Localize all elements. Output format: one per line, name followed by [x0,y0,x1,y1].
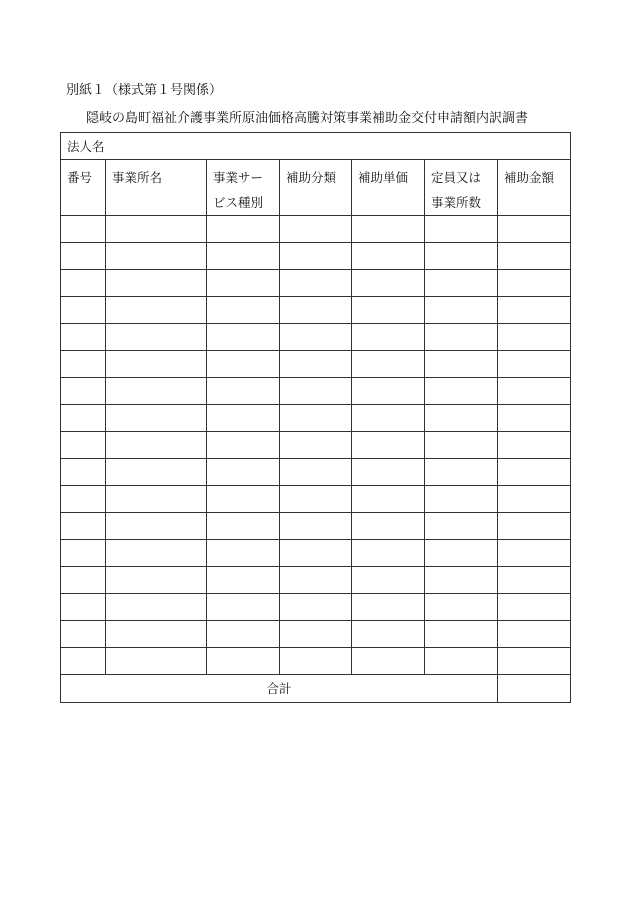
corporation-row [61,133,571,160]
number-cell [61,351,106,378]
unit-price-cell [352,567,425,594]
table-row [61,540,571,567]
service-type-cell [207,216,280,243]
unit-price-cell [352,351,425,378]
table-row [61,513,571,540]
office-name-cell [106,648,207,675]
subsidy-category-cell [280,648,352,675]
subsidy-amount-cell [498,405,571,432]
service-type-cell [207,297,280,324]
table-row [61,432,571,459]
unit-price-cell [352,324,425,351]
service-type-cell [207,594,280,621]
table-row [61,324,571,351]
number-cell [61,324,106,351]
table-row [61,297,571,324]
service-type-cell [207,378,280,405]
service-type-cell [207,351,280,378]
capacity-cell [425,594,498,621]
subsidy-category-cell [280,486,352,513]
number-cell [61,648,106,675]
subsidy-amount-cell [498,243,571,270]
subsidy-amount-cell [498,324,571,351]
service-type-cell [207,270,280,297]
header-service-type: 事業サー ビス種別 [207,160,280,216]
subsidy-amount-cell [498,270,571,297]
capacity-cell [425,405,498,432]
header-subsidy-amount: 補助金額 [498,160,571,216]
capacity-cell [425,513,498,540]
unit-price-cell [352,216,425,243]
application-breakdown-table [60,132,571,703]
office-name-cell [106,270,207,297]
number-cell [61,405,106,432]
number-cell [61,378,106,405]
table-row [61,621,571,648]
header-subsidy-category: 補助分類 [280,160,352,216]
office-name-cell [106,540,207,567]
header-capacity: 定員又は 事業所数 [425,160,498,216]
document-reference: 別紙１（様式第１号関係） [66,83,223,98]
office-name-cell [106,297,207,324]
subsidy-category-cell [280,243,352,270]
subsidy-category-cell [280,378,352,405]
number-cell [61,243,106,270]
subsidy-category-cell [280,297,352,324]
total-row [61,675,571,703]
header-number: 番号 [61,160,106,216]
table-row [61,594,571,621]
table-row [61,270,571,297]
table-row [61,567,571,594]
capacity-cell [425,297,498,324]
total-amount-cell [498,675,571,703]
subsidy-amount-cell [498,540,571,567]
office-name-cell [106,378,207,405]
subsidy-category-cell [280,216,352,243]
number-cell [61,459,106,486]
subsidy-category-cell [280,324,352,351]
table-row [61,243,571,270]
subsidy-category-cell [280,270,352,297]
office-name-cell [106,351,207,378]
subsidy-amount-cell [498,648,571,675]
service-type-cell [207,621,280,648]
unit-price-cell [352,459,425,486]
number-cell [61,513,106,540]
subsidy-amount-cell [498,432,571,459]
unit-price-cell [352,594,425,621]
subsidy-amount-cell [498,378,571,405]
number-cell [61,486,106,513]
office-name-cell [106,459,207,486]
capacity-cell [425,270,498,297]
subsidy-amount-cell [498,351,571,378]
service-type-cell [207,324,280,351]
table-header-row [61,160,571,216]
capacity-cell [425,216,498,243]
unit-price-cell [352,486,425,513]
office-name-cell [106,324,207,351]
service-type-cell [207,513,280,540]
subsidy-amount-cell [498,513,571,540]
capacity-cell [425,648,498,675]
subsidy-category-cell [280,540,352,567]
header-office-name: 事業所名 [106,160,207,216]
service-type-cell [207,567,280,594]
subsidy-category-cell [280,351,352,378]
office-name-cell [106,243,207,270]
number-cell [61,567,106,594]
table-row [61,459,571,486]
unit-price-cell [352,270,425,297]
unit-price-cell [352,540,425,567]
table-row [61,648,571,675]
subsidy-amount-cell [498,621,571,648]
service-type-cell [207,648,280,675]
header-unit-price: 補助単価 [352,160,425,216]
subsidy-category-cell [280,513,352,540]
subsidy-category-cell [280,459,352,486]
document-title: 隠岐の島町福祉介護事業所原油価格高騰対策事業補助金交付申請額内訳調書 [86,111,529,126]
capacity-cell [425,243,498,270]
service-type-cell [207,432,280,459]
subsidy-category-cell [280,621,352,648]
subsidy-amount-cell [498,486,571,513]
office-name-cell [106,486,207,513]
service-type-cell [207,243,280,270]
number-cell [61,621,106,648]
service-type-cell [207,459,280,486]
subsidy-amount-cell [498,594,571,621]
service-type-cell [207,540,280,567]
subsidy-category-cell [280,432,352,459]
office-name-cell [106,405,207,432]
service-type-cell [207,486,280,513]
capacity-cell [425,324,498,351]
unit-price-cell [352,243,425,270]
unit-price-cell [352,513,425,540]
service-type-cell [207,405,280,432]
unit-price-cell [352,432,425,459]
subsidy-category-cell [280,405,352,432]
capacity-cell [425,540,498,567]
number-cell [61,216,106,243]
number-cell [61,594,106,621]
number-cell [61,432,106,459]
table-row [61,378,571,405]
subsidy-category-cell [280,567,352,594]
number-cell [61,270,106,297]
table-row [61,216,571,243]
number-cell [61,297,106,324]
capacity-cell [425,432,498,459]
unit-price-cell [352,297,425,324]
capacity-cell [425,351,498,378]
unit-price-cell [352,621,425,648]
total-label: 合計 [61,675,498,703]
office-name-cell [106,594,207,621]
capacity-cell [425,378,498,405]
capacity-cell [425,567,498,594]
office-name-cell [106,432,207,459]
subsidy-amount-cell [498,297,571,324]
office-name-cell [106,513,207,540]
unit-price-cell [352,405,425,432]
table-row [61,486,571,513]
capacity-cell [425,621,498,648]
office-name-cell [106,621,207,648]
office-name-cell [106,216,207,243]
number-cell [61,540,106,567]
unit-price-cell [352,648,425,675]
corporation-name-label: 法人名 [61,133,571,160]
subsidy-amount-cell [498,459,571,486]
office-name-cell [106,567,207,594]
subsidy-category-cell [280,594,352,621]
unit-price-cell [352,378,425,405]
table-row [61,351,571,378]
table-row [61,405,571,432]
subsidy-amount-cell [498,216,571,243]
capacity-cell [425,486,498,513]
capacity-cell [425,459,498,486]
subsidy-amount-cell [498,567,571,594]
